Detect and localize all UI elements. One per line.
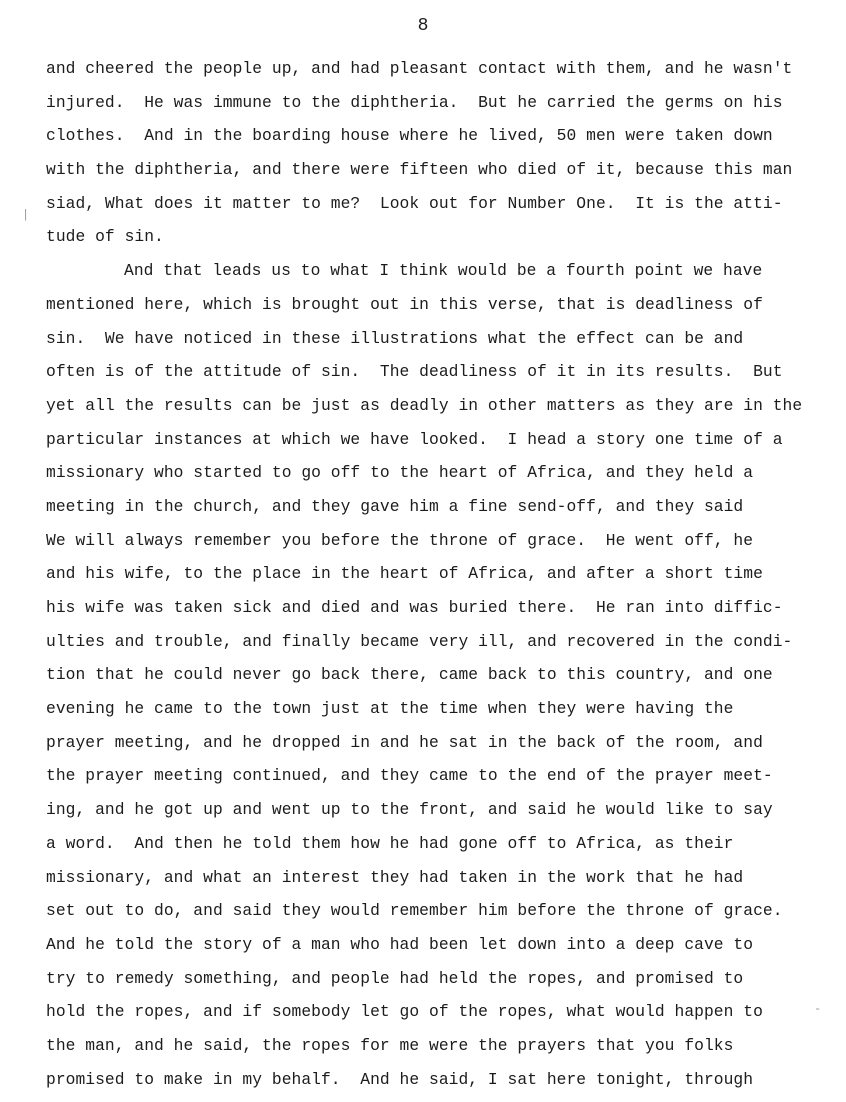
text-line: with the diphtheria, and there were fifteen who died of it, because this man <box>46 160 793 180</box>
text-line: injured. He was immune to the diphtheria. But he carried the germs on his <box>46 92 783 112</box>
text-line: missionary who started to go off to the heart of Africa, and they held a <box>46 463 754 483</box>
text-line: And he told the story of a man who had been let down into a deep cave to <box>46 934 754 954</box>
text-line: tion that he could never go back there, came back to this country, and one <box>46 665 773 685</box>
text-line: sin. We have noticed in these illustrations what the effect can be and <box>46 328 744 348</box>
text-line: siad, What does it matter to me? Look out for Number One. It is the atti- <box>46 193 783 213</box>
text-line: missionary, and what an interest they had taken in the work that he had <box>46 867 744 887</box>
text-line: clothes. And in the boarding house where he lived, 50 men were taken down <box>46 126 773 146</box>
text-line: and cheered the people up, and had pleasant contact with them, and he wasn't <box>46 59 793 78</box>
text-line: yet all the results can be just as deadly in other matters as they are in the <box>46 395 803 415</box>
margin-dash-mark: - <box>814 1002 822 1016</box>
text-line: promised to make in my behalf. And he said, I sat here tonight, through <box>46 1069 754 1089</box>
text-line: his wife was taken sick and died and was buried there. He ran into diffic- <box>46 598 783 617</box>
text-line: the man, and he said, the ropes for me were the prayers that you folks <box>46 1035 734 1055</box>
text-line: ing, and he got up and went up to the front, and said he would like to say <box>46 800 773 820</box>
text-line: tude of sin. <box>46 227 164 247</box>
text-line: meeting in the church, and they gave him a fine send-off, and they said <box>46 496 744 516</box>
text-line: try to remedy something, and people had held the ropes, and promised to <box>46 968 744 988</box>
text-line: a word. And then he told them how he had gone off to Africa, as their <box>46 833 734 853</box>
body-text <box>46 52 836 1096</box>
text-line: We will always remember you before the throne of grace. He went off, he <box>46 530 754 550</box>
text-line: often is of the attitude of sin. The deadliness of it in its results. But <box>46 362 783 382</box>
text-line: the prayer meeting continued, and they came to the end of the prayer meet- <box>46 766 773 786</box>
text-line: particular instances at which we have looked. I head a story one time of a <box>46 429 783 449</box>
text-line: prayer meeting, and he dropped in and he sat in the back of the room, and <box>46 732 763 752</box>
text-line: mentioned here, which is brought out in this verse, that is deadliness of <box>46 294 763 314</box>
text-line: and his wife, to the place in the heart of Africa, and after a short time <box>46 564 763 584</box>
text-line: set out to do, and said they would remember him before the throne of grace. <box>46 901 783 921</box>
page-number: 8 <box>417 16 429 36</box>
text-line: hold the ropes, and if somebody let go of the ropes, what would happen to <box>46 1002 763 1022</box>
text-line: ulties and trouble, and finally became very ill, and recovered in the condi- <box>46 631 793 651</box>
text-line: evening he came to the town just at the time when they were having the <box>46 699 734 719</box>
margin-tick-mark: | <box>22 208 30 222</box>
text-line: And that leads us to what I think would be a fourth point we have <box>124 261 763 281</box>
